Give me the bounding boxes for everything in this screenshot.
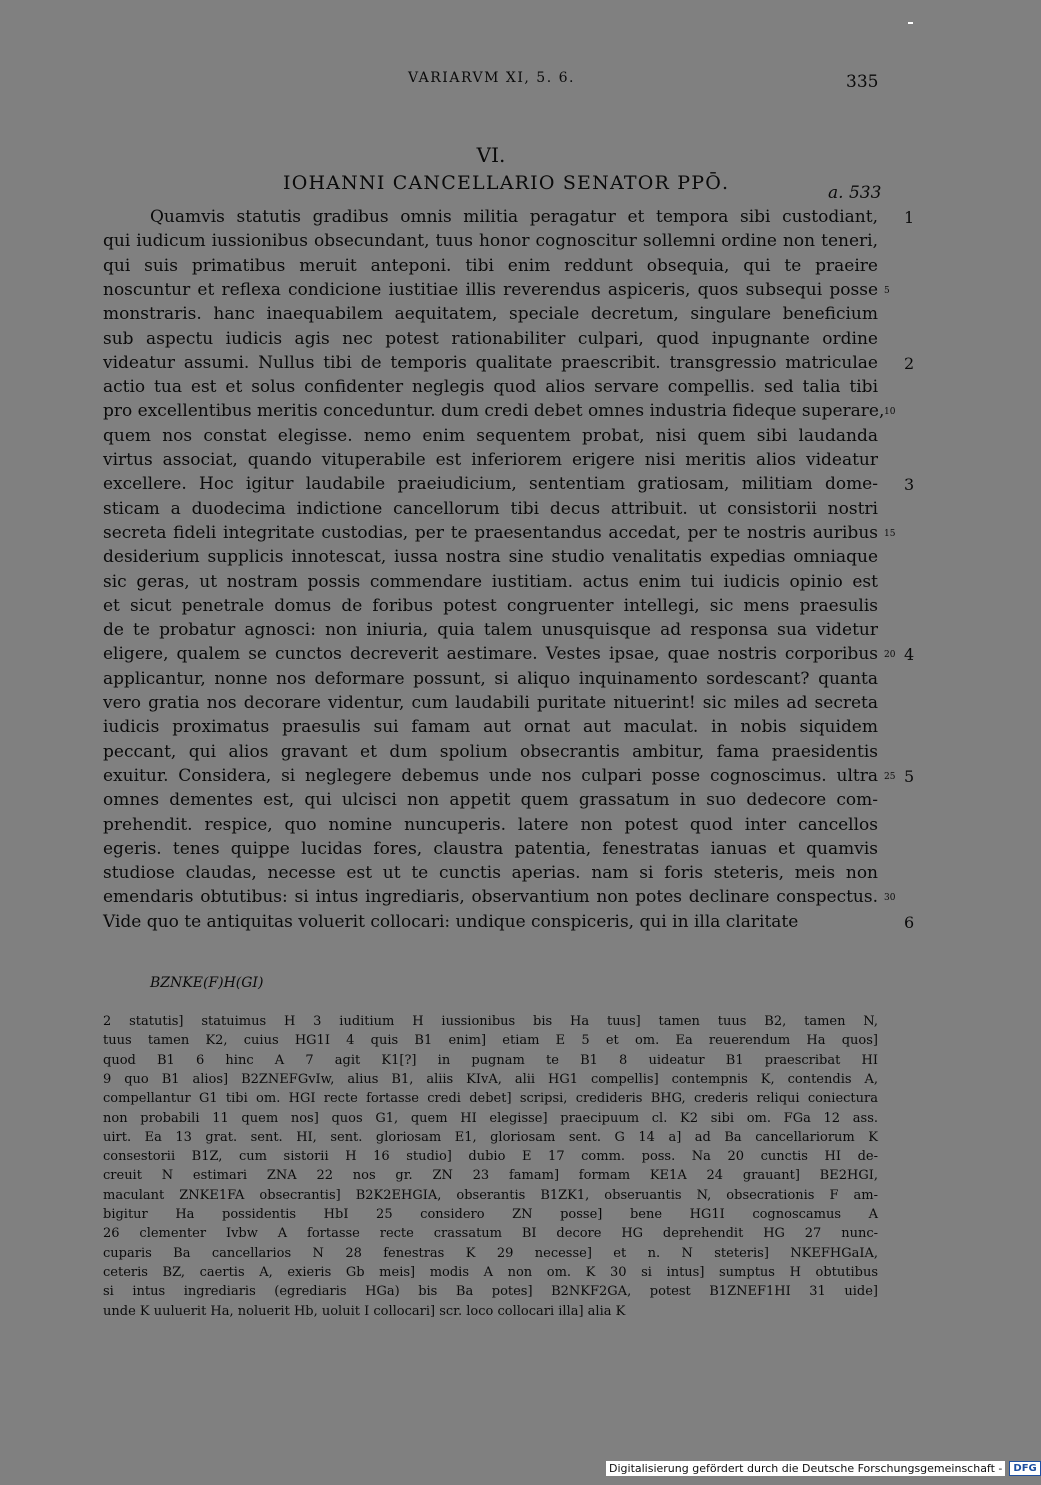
text-line: peccant, qui alios gravant et dum spolium obsecrantis ambitur, fama praesidentis	[103, 741, 878, 762]
scan-mark	[908, 22, 913, 24]
text-line: Quamvis statutis gradibus omnis militia peragatur et tempora sibi custodiant,	[150, 207, 878, 227]
apparatus-line: compellantur G1 tibi om. HGI recte fortasse credi debet] scripsi, credideris BHG, crederis reliqui coniectura	[103, 1091, 878, 1107]
apparatus-line: 26 clementer Ivbw A fortasse recte crassatum BI decore HG deprehendit HG 27 nunc-	[103, 1226, 878, 1242]
text-line: iudicis proximatus praesulis sui famam aut ornat aut maculat. in nobis siquidem	[103, 717, 878, 738]
text-line: omnes dementes est, qui ulcisci non appetit quem grassatum in suo dedecore com-	[103, 790, 878, 811]
text-line: de te probatur agnosci: non iniuria, quia talem unusquisque ad responsa sua videtur	[103, 620, 878, 641]
apparatus-line: uirt. Ea 13 grat. sent. HI, sent. gloriosam E1, gloriosam sent. G 14 a] ad Ba cancellariorum K	[103, 1129, 878, 1145]
dfg-logo: DFG	[1009, 1461, 1040, 1476]
paragraph-number: 4	[904, 645, 915, 665]
date-note: a. 533	[828, 183, 882, 203]
apparatus-line: si intus ingrediaris (egrediaris HGa) bis Ba potes] B2NKF2GA, potest B1ZNEF1HI 31 uide]	[103, 1284, 878, 1300]
text-line: Vide quo te antiquitas voluerit collocari: undique conspiceris, qui in illa claritate	[103, 911, 799, 932]
running-title: VARIARVM XI, 5. 6.	[408, 70, 575, 86]
text-line: sub aspectu iudicis agis nec potest rationabiliter culpari, quod inpugnante ordine	[103, 328, 878, 349]
paragraph-number: 1	[904, 208, 915, 227]
paragraph-number: 6	[904, 912, 915, 932]
apparatus-line: maculant ZNKE1FA obsecrantis] B2K2EHGIA, obserantis B1ZK1, obseruantis N, obsecrationis F am-	[103, 1187, 878, 1203]
paragraph-number: 2	[904, 353, 915, 373]
text-line: qui iudicum iussionibus obsecundant, tuus honor cognoscitur sollemni ordine non teneri,	[103, 231, 878, 252]
text-line: quem nos constat elegisse. nemo enim sequentem probat, nisi quem sibi laudanda	[103, 425, 878, 446]
line-number: 5	[884, 285, 890, 296]
line-number: 15	[884, 528, 896, 539]
footer	[606, 1460, 1041, 1476]
apparatus-line: 9 quo B1 alios] B2ZNEFGvIw, alius B1, aliis KIvA, alii HG1 compellis] contempnis K, contendis A,	[103, 1071, 878, 1087]
apparatus-line: consestorii B1Z, cum sistorii H 16 studio] dubio E 17 comm. poss. Na 20 cunctis HI de-	[103, 1149, 878, 1165]
text-line: virtus associat, quando vituperabile est inferiorem erigere nisi meritis alios videatur	[103, 450, 878, 470]
text-line: monstraris. hanc inaequabilem aequitatem, speciale decretum, singulare beneficium	[103, 304, 878, 325]
apparatus-line: 2 statutis] statuimus H 3 iuditium H iussionibus bis Ha tuus] tamen tuus B2, tamen N,	[103, 1014, 878, 1029]
text-line: noscuntur et reflexa condicione iustitiae illis reverendus aspiceris, quos subsequi posse	[103, 279, 878, 300]
line-number: 25	[884, 771, 896, 782]
apparatus-sigla: BZNKE(F)H(GI)	[150, 975, 264, 991]
text-line: studiose claudas, necesse est ut te cunctis aperias. nam si foris steteris, meis non	[103, 863, 878, 884]
apparatus-line: ceteris BZ, caertis A, exieris Gb meis] modis A non om. K 30 si intus] sumptus H obtutibus	[103, 1264, 878, 1280]
text-line: egeris. tenes quippe lucidas fores, claustra patentia, fenestratas ianuas et quamvis	[103, 838, 878, 859]
line-number: 20	[884, 650, 896, 661]
funding-note: Digitalisierung gefördert durch die Deutsche Forschungsgemeinschaft -	[606, 1461, 1005, 1476]
section-number-text: VI.	[476, 143, 506, 167]
apparatus-line: creuit N estimari ZNA 22 nos gr. ZN 23 famam] formam KE1A 24 grauant] BE2HGI,	[103, 1168, 878, 1184]
text-line: qui suis primatibus meruit anteponi. tibi enim reddunt obsequia, qui te praeire	[103, 255, 878, 276]
apparatus-line: cuparis Ba cancellarios N 28 fenestras K 29 necesse] et n. N steteris] NKEFHGaIA,	[103, 1245, 878, 1261]
line-number: 30	[884, 893, 896, 904]
text-line: sic geras, ut nostram possis commendare iustitiam. actus enim tui iudicis opinio est	[103, 571, 878, 592]
text-line: excellere. Hoc igitur laudabile praeiudicium, sententiam gratiosam, militiam dome-	[103, 474, 878, 495]
paragraph-number: 5	[904, 766, 915, 786]
line-number: 10	[884, 407, 896, 418]
apparatus-line: unde K uuluerit Ha, noluerit Hb, uoluit I collocari] scr. loco collocari illa] alia K	[103, 1303, 626, 1319]
running-head	[0, 70, 1000, 96]
text-line: eligere, qualem se cunctos decreverit aestimare. Vestes ipsae, quae nostris corporibus	[103, 644, 878, 665]
text-line: vero gratia nos decorare videntur, cum laudabili puritate nituerint! sic miles ad secreta	[103, 693, 878, 713]
text-line: pro excellentibus meritis conceduntur. dum credi debet omnes industria fideque superare,	[103, 401, 885, 422]
paragraph-number: 3	[904, 475, 915, 495]
section-number	[0, 143, 1000, 167]
text-line: prehendit. respice, quo nomine nuncuperis. latere non potest quod inter cancellos	[103, 814, 878, 835]
text-line: actio tua est et solus confidenter neglegis quod alios servare compellis. sed talia tibi	[103, 377, 878, 398]
text-line: sticam a duodecima indictione cancellorum tibi decus attribuit. ut consistorii nostri	[103, 498, 878, 519]
apparatus-line: bigitur Ha possidentis HbI 25 considero ZN posse] bene HG1I cognoscamus A	[103, 1207, 878, 1222]
apparatus-line: non probabili 11 quem nos] quos G1, quem HI elegisse] praecipuum cl. K2 sibi om. FGa 12 ass.	[103, 1110, 878, 1126]
text-line: exuitur. Considera, si neglegere debemus unde nos culpari posse cognoscimus. ultra	[103, 765, 878, 786]
apparatus-line: tuus tamen K2, cuius HG1I 4 quis B1 enim] etiam E 5 et om. Ea reuerendum Ha quos]	[103, 1033, 878, 1049]
text-line: desiderium supplicis innotescat, iussa nostra sine studio venalitatis expedias omniaque	[103, 547, 878, 568]
text-line: applicantur, nonne nos deformare possunt, si aliquo inquinamento sordescant? quanta	[103, 668, 878, 689]
text-line: emendaris obtutibus: si intus ingrediaris, observantium non potes declinare conspectus.	[103, 887, 878, 908]
apparatus-line: quod B1 6 hinc A 7 agit K1[?] in pugnam te B1 8 uideatur B1 praescribat HI	[103, 1052, 878, 1068]
letter-title: IOHANNI CANCELLARIO SENATOR PPŌ.	[283, 172, 730, 194]
text-line: secreta fideli integritate custodias, per te praesentandus accedat, per te nostris auribus	[103, 522, 878, 543]
text-line: et sicut penetrale domus de foribus potest congruenter intellegi, sic mens praesulis	[103, 595, 878, 616]
page-number: 335	[846, 72, 879, 92]
text-line: videatur assumi. Nullus tibi de temporis qualitate praescribit. transgressio matriculae	[103, 352, 878, 373]
